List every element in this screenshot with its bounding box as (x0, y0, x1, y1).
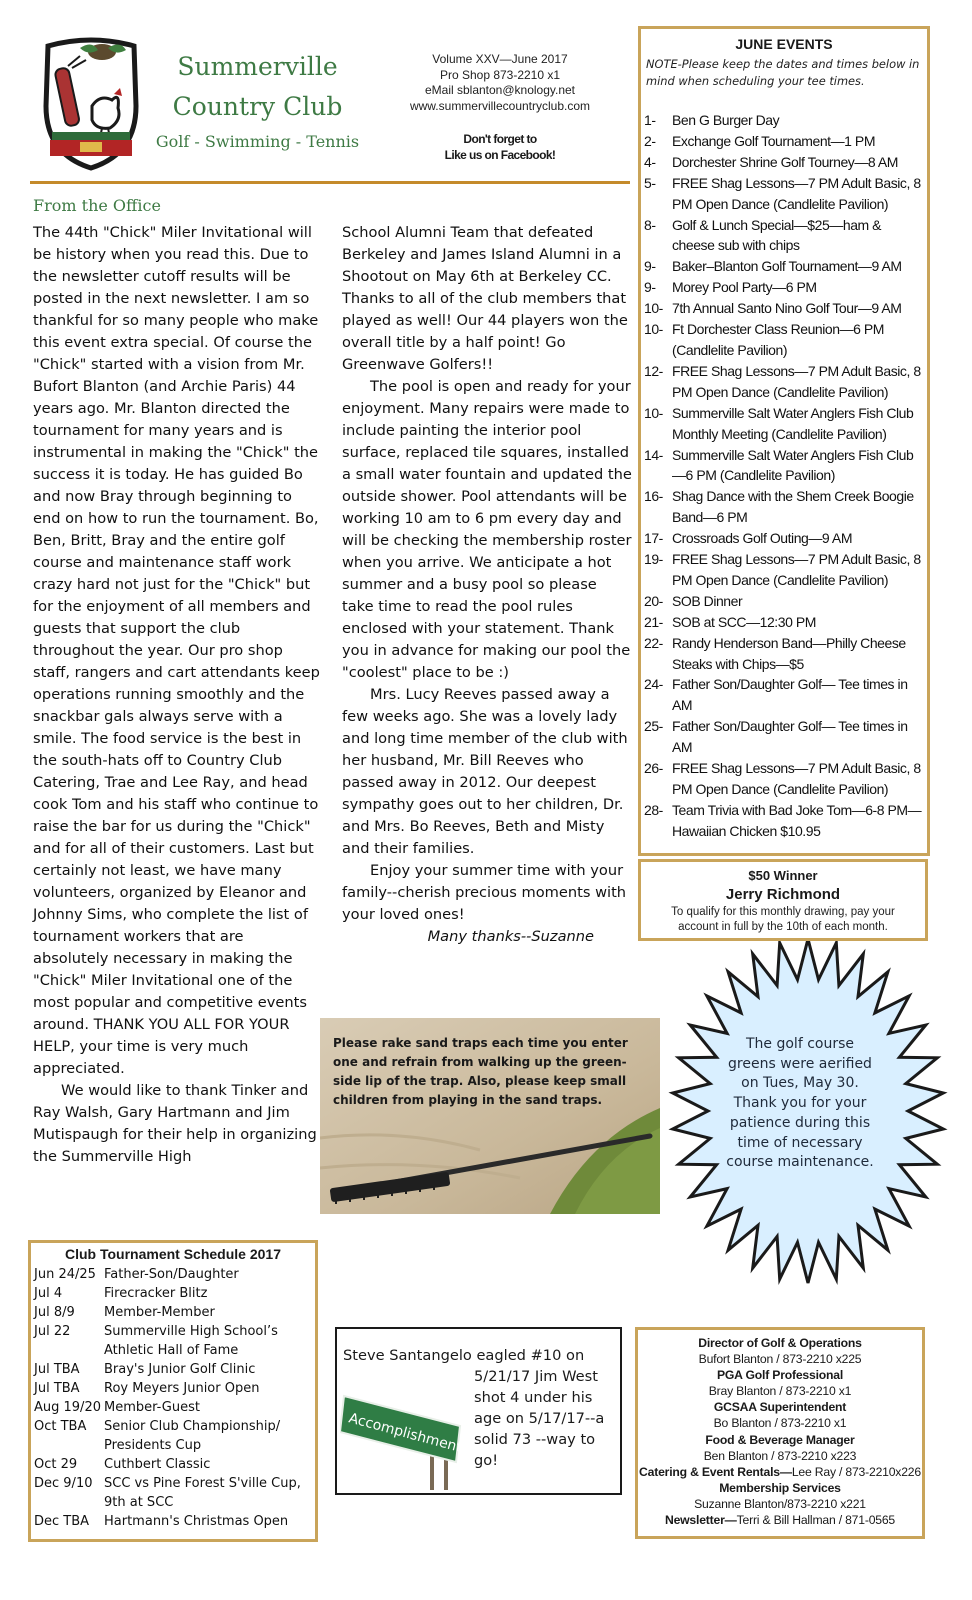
header-divider (30, 181, 630, 184)
article-paragraph: School Alumni Team that defeated Berkeley and James Island Alumni in a Shootout on May 6th at Berkeley CC. Thanks to all of the club members that played as well! Our 44 players won the overall title by a half point! Go Greenwave Golfers!! (342, 224, 628, 373)
pro-shop-phone: Pro Shop 873-2210 x1 (439, 67, 561, 82)
schedule-date: Jul 22 (34, 1324, 71, 1339)
schedule-date: Dec 9/10 (34, 1476, 93, 1491)
staff-contact-line (638, 1464, 922, 1480)
event-item (644, 528, 926, 549)
schedule-event: Hartmann's Christmas Open (104, 1514, 289, 1529)
schedule-event: Roy Meyers Junior Open (104, 1381, 260, 1396)
facebook-line-1: Don't forget to (463, 132, 537, 146)
article-paragraph: The pool is open and ready for your enjoyment. Many repairs were made to include painting the interior pool surface, replaced tile squares, installed a small water fountain and updated the outside shower. Pool attendants will be working 10 am to 6 pm every day and will be checking the membership roster when you arrive. We anticipate a hot summer and a busy pool so please take time to read the pool rules enclosed with your statement. Thank you in advance for making our pool the "coolest" place to be :) (342, 378, 632, 681)
staff-role: Director of Golf & Operations (698, 1336, 862, 1350)
schedule-event: Member-Guest (104, 1400, 200, 1415)
event-text: FREE Shag Lessons—7 PM Adult Basic, 8 PM Open Dance (Candlelite Pavilion) (672, 362, 921, 400)
event-item (644, 445, 926, 487)
event-text: 7th Annual Santo Nino Golf Tour—9 AM (672, 300, 902, 317)
event-day: 5- (644, 174, 656, 191)
staff-role: Catering & Event Rentals— (639, 1464, 792, 1479)
event-day: 26- (644, 760, 663, 777)
schedule-date: Jul TBA (34, 1362, 80, 1377)
event-item (644, 215, 926, 257)
event-text: Team Trivia with Bad Joke Tom—6-8 PM—Hawaiian Chicken $10.95 (672, 801, 922, 839)
event-item (644, 256, 926, 277)
event-day: 4- (644, 153, 656, 170)
event-day: 10- (644, 300, 663, 317)
event-item (644, 173, 926, 215)
staff-role: PGA Golf Professional (716, 1368, 844, 1383)
event-item (644, 674, 926, 716)
event-text: Exchange Golf Tournament—1 PM (672, 132, 876, 149)
article-column-2 (342, 222, 632, 948)
event-day: 22- (644, 634, 663, 651)
article-paragraph: Mrs. Lucy Reeves passed away a few weeks ago. She was a lovely lady and long time member of the club with her husband, Mr. Bill Reeves who passed away in 2012. Our deepest sympathy goes out to her children, Dr. and Mrs. Bo Reeves, Beth and Misty and their families. (342, 686, 628, 857)
event-day: 16- (644, 488, 663, 505)
event-day: 24- (644, 676, 663, 693)
article-paragraph: The 44th "Chick" Miler Invitational will be history when you read this. Due to the newsletter cutoff results will be posted in the next newsletter. I am so thankful for so many people who make this event extra special. Of course the "Chick" started with a vision from Mr. Bufort Blanton (and Archie Paris) 44 years ago. Mr. Blanton directed the tournament for many years and is instrumental in making the "Chick" the success it is today. He has guided Bo and now Bray through beginning to end on how to run the tournament. Bo, Ben, Britt, Bray and the entire golf course and maintenance staff work crazy hard not just for the "Chick" but for the enjoyment of all members and guests that support the club throughout the year. Our pro shop staff, rangers and cart attendants keep operations running smoothly and the snackbar gals always serve with a smile. The food service is the best in the south-hats off to Country Club Catering, Trae and Lee Ray, and head cook Tom and his staff who continue to raise the bar for us during the "Chick" and for all of their customers. Last but certainly not least, we have many volunteers, organized by Eleanor and Johnny Sims, who complete the list of tournament workers that are absolutely necessary in making the "Chick" Miler Invitational one of the most popular and competitive events around. THANK YOU ALL FOR YOUR HELP, your time is very much appreciated. (33, 224, 320, 1077)
club-logo (40, 36, 142, 172)
schedule-row (34, 1322, 314, 1360)
schedule-date: Jun 24/25 (34, 1267, 96, 1282)
club-tagline: Golf - Swimming - Tennis (155, 132, 360, 151)
winner-name: Jerry Richmond (725, 886, 841, 903)
accomplishment-text-line-1: Steve Santangelo eagled #10 on (343, 1347, 585, 1364)
staff-contact: Terri & Bill Hallman / 871-0565 (736, 1513, 896, 1528)
winner-title: $50 Winner (748, 868, 818, 883)
event-day: 21- (644, 613, 663, 630)
event-item (644, 633, 926, 675)
schedule-row (34, 1360, 314, 1379)
event-text: FREE Shag Lessons—7 PM Adult Basic, 8 PM Open Dance (Candlelite Pavilion) (672, 174, 921, 212)
sign-text: Accomplishment (346, 1410, 464, 1456)
event-text: SOB at SCC—12:30 PM (672, 613, 816, 630)
staff-contact: Suzanne Blanton/873-2210 x221 (694, 1496, 866, 1511)
event-item (644, 758, 926, 800)
schedule-row (34, 1398, 314, 1417)
club-name-line-1: Summerville (177, 52, 338, 81)
tournament-schedule-title: Club Tournament Schedule 2017 (64, 1246, 281, 1262)
club-name-line-2: Country Club (172, 92, 343, 121)
staff-contacts-list (638, 1335, 922, 1528)
schedule-event: Firecracker Blitz (104, 1286, 208, 1301)
schedule-row (34, 1303, 314, 1322)
event-item (644, 277, 926, 298)
aerification-notice: The golf course greens were aerified on Tues, May 30. Thank you for your patience during this time of necessary course maintenance. (726, 1036, 874, 1171)
event-item (644, 800, 926, 842)
event-text: Father Son/Daughter Golf— Tee times in AM (672, 676, 908, 714)
event-item (644, 403, 926, 445)
schedule-date: Jul 4 (34, 1286, 63, 1301)
staff-role: GCSAA Superintendent (713, 1400, 847, 1415)
office-heading: From the Office (33, 196, 161, 215)
event-text: Summerville Salt Water Anglers Fish Club Monthly Meeting (Candlelite Pavilion) (672, 404, 914, 442)
facebook-line-2: Like us on Facebook! (444, 148, 556, 162)
event-day: 1- (644, 112, 656, 128)
event-day: 9- (644, 258, 656, 275)
accomplishment-text-body: 5/21/17 Jim West shot 4 under his age on 5/17/17--a solid 73 --way to go! (474, 1368, 605, 1469)
event-text: Crossroads Golf Outing—9 AM (672, 530, 853, 547)
schedule-date: Aug 19/20 (34, 1400, 101, 1415)
june-events-note: NOTE-Please keep the dates and times below in mind when scheduling your tee times. (646, 57, 920, 88)
website-link[interactable]: www.summervillecountryclub.com (409, 98, 591, 113)
staff-contact: Bufort Blanton / 873-2210 x225 (698, 1352, 862, 1367)
schedule-event: Bray's Junior Golf Clinic (104, 1362, 256, 1377)
staff-contact: Bray Blanton / 873-2210 x1 (708, 1384, 852, 1399)
event-item (644, 152, 926, 173)
schedule-event: SCC vs Pine Forest S'ville Cup, 9th at SCC (104, 1476, 301, 1510)
schedule-date: Jul TBA (34, 1381, 80, 1396)
event-item (644, 549, 926, 591)
event-text: Summerville Salt Water Anglers Fish Club—6 PM (Candlelite Pavilion) (672, 446, 914, 484)
schedule-row (34, 1512, 314, 1531)
event-text: Morey Pool Party—6 PM (672, 279, 817, 296)
article-signoff: Many thanks--Suzanne (427, 928, 594, 945)
event-text: Randy Henderson Band—Philly Cheese Steaks with Chips—$5 (672, 634, 906, 672)
event-day: 14- (644, 446, 663, 463)
article-paragraph: Enjoy your summer time with your family--cherish precious moments with your loved ones! (342, 862, 627, 923)
event-day: 19- (644, 551, 663, 568)
volume-line: Volume XXV—June 2017 (432, 52, 568, 66)
event-item (644, 131, 926, 152)
event-item (644, 110, 926, 131)
event-day: 17- (644, 530, 663, 547)
schedule-date: Jul 8/9 (34, 1305, 75, 1320)
event-item (644, 486, 926, 528)
event-day: 25- (644, 718, 663, 735)
facebook-reminder (380, 131, 620, 163)
schedule-row (34, 1284, 314, 1303)
event-text: Dorchester Shrine Golf Tourney—8 AM (672, 153, 898, 170)
staff-contact-line (638, 1512, 922, 1528)
schedule-date: Oct TBA (34, 1419, 87, 1434)
staff-contact: Ben Blanton / 873-2210 x223 (703, 1448, 857, 1463)
tournament-schedule-list (34, 1265, 314, 1531)
schedule-date: Oct 29 (34, 1457, 78, 1472)
schedule-event: Member-Member (104, 1305, 215, 1320)
event-item (644, 716, 926, 758)
event-day: 12- (644, 362, 663, 379)
event-text: FREE Shag Lessons—7 PM Adult Basic, 8 PM Open Dance (Candlelite Pavilion) (672, 551, 921, 588)
schedule-event: Cuthbert Classic (104, 1457, 211, 1472)
event-item (644, 361, 926, 403)
event-text: Shag Dance with the Shem Creek Boogie Band—6 PM (672, 488, 914, 526)
staff-role: Newsletter— (664, 1513, 737, 1528)
event-day: 10- (644, 321, 663, 338)
event-text: FREE Shag Lessons—7 PM Adult Basic, 8 PM Open Dance (Candlelite Pavilion) (672, 760, 921, 797)
staff-role: Membership Services (719, 1480, 841, 1495)
event-item (644, 591, 926, 612)
june-events-list (644, 110, 926, 842)
event-day: 20- (644, 592, 663, 609)
event-day: 8- (644, 216, 656, 233)
event-text: Ft Dorchester Class Reunion—6 PM (Candlelite Pavilion) (672, 321, 885, 358)
schedule-date: Dec TBA (34, 1514, 90, 1529)
staff-contact: Lee Ray / 873-2210x226 (791, 1464, 921, 1479)
event-item (644, 612, 926, 633)
article-paragraph: We would like to thank Tinker and Ray Walsh, Gary Hartmann and Jim Mutispaugh for their help in organizing the Summerville High (33, 1082, 317, 1165)
schedule-row (34, 1474, 314, 1512)
schedule-row (34, 1417, 314, 1455)
event-day: 10- (644, 404, 663, 421)
event-day: 28- (644, 801, 663, 818)
event-item (644, 319, 926, 361)
schedule-event: Father-Son/Daughter (104, 1267, 239, 1282)
schedule-row (34, 1379, 314, 1398)
accomplishment-sign-icon (340, 1378, 468, 1490)
schedule-row (34, 1265, 314, 1284)
event-day: 9- (644, 279, 656, 296)
staff-contact: Bo Blanton / 873-2210 x1 (713, 1416, 847, 1431)
staff-role: Food & Beverage Manager (705, 1432, 855, 1447)
schedule-row (34, 1455, 314, 1474)
june-events-title: JUNE EVENTS (735, 36, 833, 52)
event-text: Father Son/Daughter Golf— Tee times in AM (672, 718, 908, 756)
schedule-event: Summerville High School’s Athletic Hall of Fame (104, 1324, 278, 1358)
event-item (644, 298, 926, 319)
event-text: Golf & Lunch Special—$25—ham & cheese sub with chips (672, 216, 882, 254)
sand-trap-note: Please rake sand traps each time you enter one and refrain from walking up the green-side lip of the trap. Also, please keep small children from playing in the sand traps. (333, 1036, 628, 1107)
event-text: SOB Dinner (672, 592, 743, 609)
winner-qualification-note: To qualify for this monthly drawing, pay your account in full by the 10th of each month. (671, 906, 895, 933)
article-column-1 (33, 222, 323, 1168)
email-address[interactable]: eMail sblanton@knology.net (424, 83, 576, 97)
event-day: 2- (644, 132, 656, 149)
event-text: Baker–Blanton Golf Tournament—9 AM (672, 258, 902, 275)
event-text: Ben G Burger Day (672, 112, 780, 128)
schedule-event: Senior Club Championship/ Presidents Cup (104, 1419, 281, 1453)
